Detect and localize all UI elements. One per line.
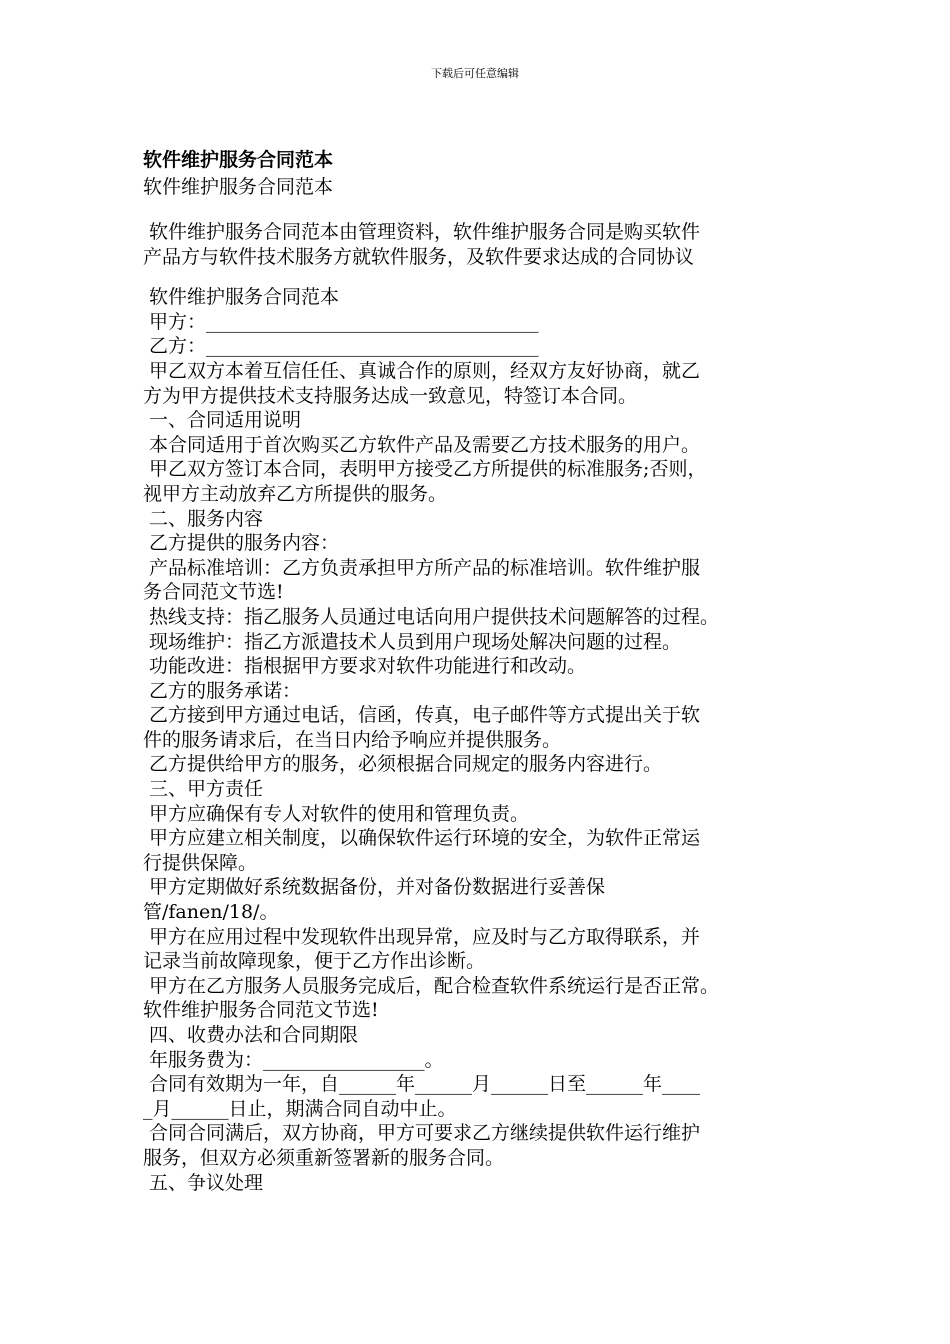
paragraph: 功能改进：指根据甲方要求对软件功能进行和改动。 xyxy=(143,655,587,678)
paragraph: 甲方应建立相关制度，以确保软件运行环境的安全，为软件正常运 行提供保障。 xyxy=(143,827,701,874)
party-b-line: 乙方：___________________________________ xyxy=(143,335,539,358)
section-heading: 三、甲方责任 xyxy=(143,778,264,801)
paragraph: 现场维护：指乙方派遣技术人员到用户现场处解决问题的过程。 xyxy=(143,630,682,653)
document-body xyxy=(143,146,823,1195)
document-subtitle: 软件维护服务合同范本 xyxy=(143,176,334,198)
document-title: 软件维护服务合同范本 xyxy=(143,149,334,171)
section-heading: 一、合同适用说明 xyxy=(143,409,302,432)
paragraph: 热线支持：指乙服务人员通过电话向用户提供技术问题解答的过程。 xyxy=(143,605,720,628)
paragraph: 乙方接到甲方通过电话，信函，传真，电子邮件等方式提出关于软 件的服务请求后，在当日内给予响应并提供服务。 xyxy=(143,704,701,751)
section-heading: 五、争议处理 xyxy=(143,1171,264,1194)
paragraph: 甲方在乙方服务人员服务完成后，配合检查软件系统运行是否正常。 软件维护服务合同范文节选! xyxy=(143,974,720,1022)
paragraph: 乙方的服务承诺： xyxy=(143,679,302,702)
page-header: 下载后可任意编辑 xyxy=(431,67,519,80)
paragraph: 甲方定期做好系统数据备份，并对备份数据进行妥善保 管/fanen/18/。 xyxy=(143,876,606,924)
paragraph: 乙方提供的服务内容： xyxy=(143,532,340,555)
paragraph: 本合同适用于首次购买乙方软件产品及需要乙方技术服务的用户。 xyxy=(143,433,701,456)
paragraph: 乙方提供给甲方的服务，必须根据合同规定的服务内容进行。 xyxy=(143,753,663,776)
paragraph: 甲方在应用过程中发现软件出现异常，应及时与乙方取得联系，并 记录当前故障现象，便于乙方作出诊断。 xyxy=(143,925,701,973)
paragraph: 合同合同满后，双方协商，甲方可要求乙方继续提供软件运行维护 服务，但双方必须重新签署新的服务合同。 xyxy=(143,1122,701,1169)
paragraph: 年服务费为：_________________。 xyxy=(143,1048,444,1071)
section-heading: 二、服务内容 xyxy=(143,507,264,530)
intro-paragraph: 软件维护服务合同范本由管理资料，软件维护服务合同是购买软件 产品方与软件技术服务方就软件服务，及软件要求达成的合同协议 xyxy=(143,221,701,268)
contract-body xyxy=(143,285,823,1195)
paragraph: 软件维护服务合同范本 xyxy=(143,286,340,309)
paragraph: 甲乙双方本着互信任任、真诚合作的原则，经双方友好协商，就乙 方为甲方提供技术支持服务达成一致意见，特签订本合同。 xyxy=(143,359,701,407)
paragraph: 甲乙双方签订本合同，表明甲方接受乙方所提供的标准服务;否则， 视甲方主动放弃乙方所提供的服务。 xyxy=(143,458,707,505)
paragraph: 产品标准培训：乙方负责承担甲方所产品的标准培训。软件维护服 务合同范文节选! xyxy=(143,556,701,604)
paragraph: 合同有效期为一年，自______年______月______日至______年____ _月______日止，期满合同自动中止。 xyxy=(143,1073,701,1120)
party-a-line: 甲方：___________________________________ xyxy=(143,310,539,333)
section-heading: 四、收费办法和合同期限 xyxy=(143,1024,359,1046)
paragraph: 甲方应确保有专人对软件的使用和管理负责。 xyxy=(143,802,530,825)
